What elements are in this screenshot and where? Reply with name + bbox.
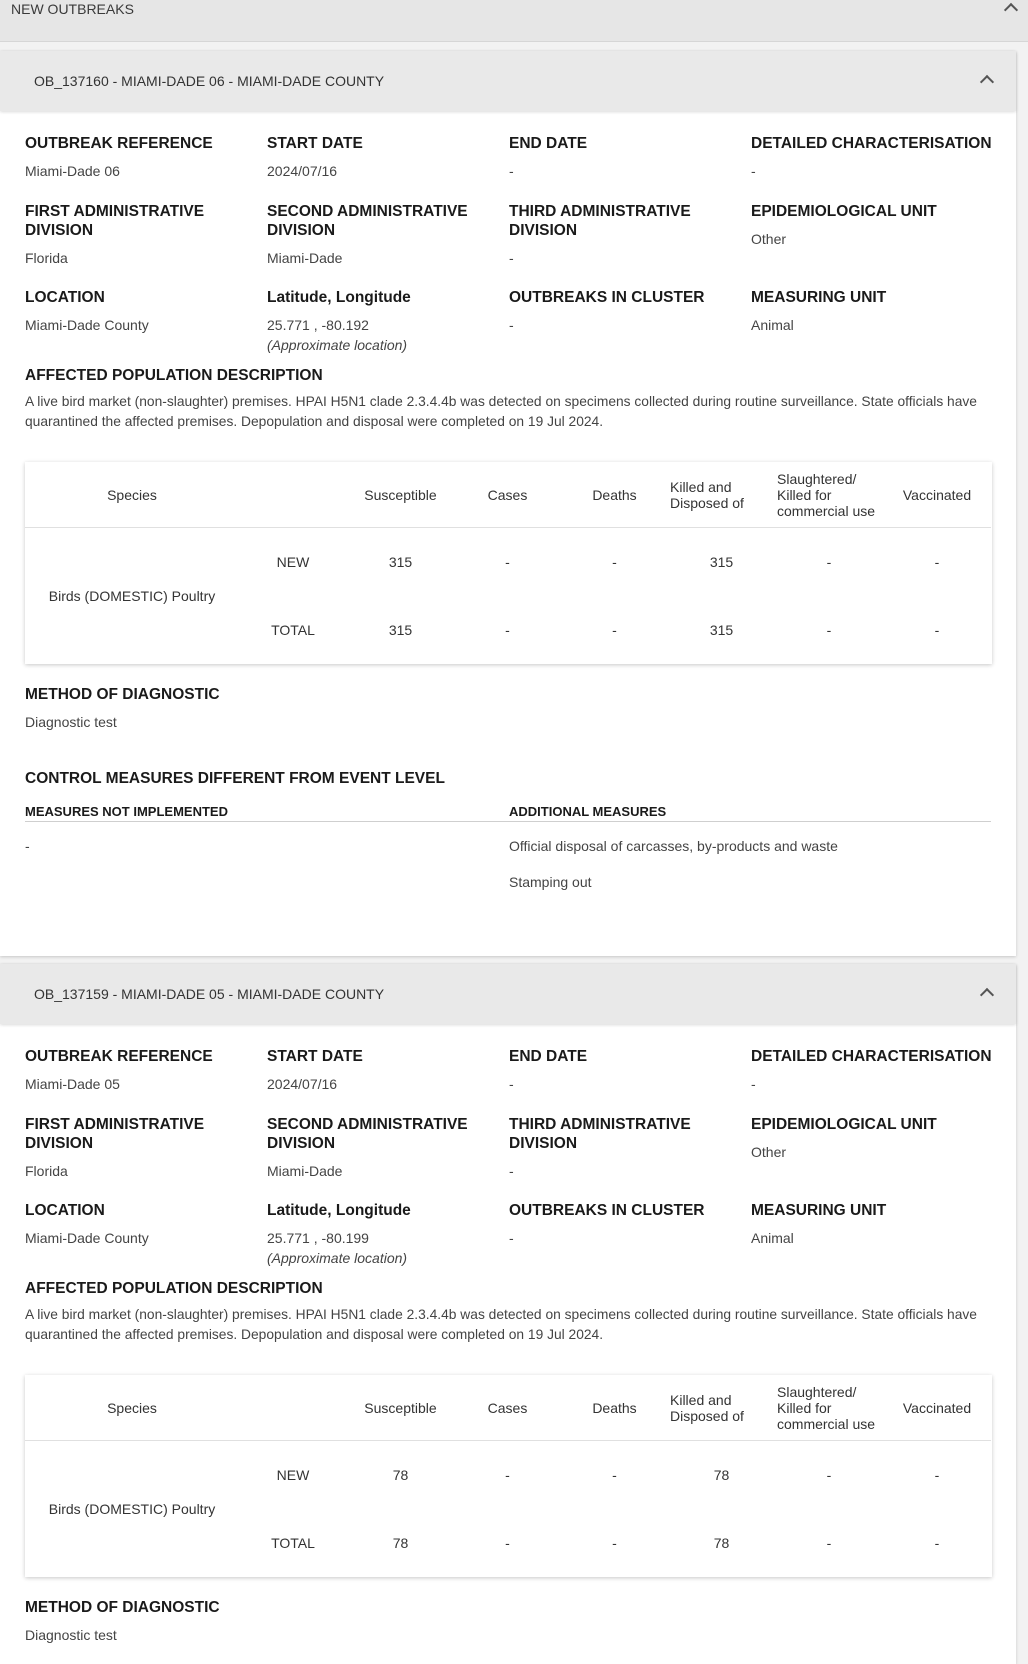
value: Other <box>751 1144 787 1160</box>
col-killed: Killed and Disposed of <box>668 1375 775 1441</box>
species-cell: Birds (DOMESTIC) Poultry <box>48 1501 216 1517</box>
cell-cases: - <box>505 622 510 638</box>
field-start-date <box>267 1047 509 1115</box>
outbreak-header[interactable] <box>0 964 1016 1024</box>
value: Miami-Dade County <box>25 317 149 333</box>
outbreak-card <box>0 964 1016 1664</box>
value: - <box>509 317 514 333</box>
label: DETAILED CHARACTERISATION <box>751 135 992 152</box>
label: OUTBREAK REFERENCE <box>25 135 213 152</box>
label: FIRST ADMINISTRATIVE DIVISION <box>25 203 205 239</box>
value: - <box>509 1230 514 1246</box>
cell-killed: 78 <box>713 1535 730 1551</box>
field-outbreaks-in-cluster <box>509 288 751 366</box>
value: 25.771 , -80.192 <box>267 317 369 333</box>
label: LOCATION <box>25 1202 105 1219</box>
row-label-total: TOTAL <box>271 622 315 638</box>
cell-susceptible: 78 <box>392 1535 409 1551</box>
additional-measures-label: ADDITIONAL MEASURES <box>509 804 991 822</box>
value: 2024/07/16 <box>267 1076 338 1092</box>
value: Animal <box>751 1230 794 1246</box>
field-third-admin <box>509 1115 751 1201</box>
new-outbreaks-header[interactable] <box>0 0 1028 42</box>
value: - <box>509 1163 514 1179</box>
field-epi-unit <box>751 1115 993 1201</box>
label: THIRD ADMINISTRATIVE DIVISION <box>509 1116 691 1152</box>
field-outbreaks-in-cluster <box>509 1201 751 1279</box>
cell-deaths: - <box>612 554 617 570</box>
cell-slaughtered: - <box>826 1467 832 1483</box>
field-second-admin <box>267 1115 509 1201</box>
col-blank <box>239 462 347 528</box>
value: Animal <box>751 317 794 333</box>
field-detailed-characterisation <box>751 1047 993 1115</box>
cell-deaths: - <box>612 622 617 638</box>
col-vaccinated: Vaccinated <box>883 1375 991 1441</box>
cell-killed: 315 <box>709 554 734 570</box>
col-species: Species <box>25 1375 239 1441</box>
affected-population-label: AFFECTED POPULATION DESCRIPTION <box>25 367 323 384</box>
label: END DATE <box>509 1048 588 1065</box>
species-table <box>25 1375 992 1577</box>
field-lat-long <box>267 288 509 366</box>
label: OUTBREAKS IN CLUSTER <box>509 289 705 306</box>
value: Miami-Dade 05 <box>25 1076 120 1092</box>
cell-slaughtered: - <box>826 1535 832 1551</box>
value: - <box>509 163 514 179</box>
control-measures-table <box>25 804 992 892</box>
affected-population-label: AFFECTED POPULATION DESCRIPTION <box>25 1280 323 1297</box>
chevron-up-icon[interactable] <box>980 75 994 89</box>
outbreak-details-grid <box>25 134 992 366</box>
value: Miami-Dade <box>267 1163 343 1179</box>
col-species: Species <box>25 462 239 528</box>
label: SECOND ADMINISTRATIVE DIVISION <box>267 203 468 239</box>
method-value: Diagnostic test <box>25 714 117 730</box>
label: THIRD ADMINISTRATIVE DIVISION <box>509 203 691 239</box>
field-end-date <box>509 1047 751 1115</box>
value: Miami-Dade <box>267 250 343 266</box>
outbreak-details-grid <box>25 1047 992 1279</box>
col-killed: Killed and Disposed of <box>668 462 775 528</box>
measures-not-implemented-column <box>25 804 509 892</box>
label: START DATE <box>267 1048 363 1065</box>
label: EPIDEMIOLOGICAL UNIT <box>751 203 937 220</box>
cell-susceptible: 315 <box>388 622 413 638</box>
cell-susceptible: 78 <box>392 1467 409 1483</box>
value: - <box>509 250 514 266</box>
label: Latitude, Longitude <box>267 1202 411 1219</box>
field-start-date <box>267 134 509 202</box>
col-blank <box>239 1375 347 1441</box>
label: OUTBREAK REFERENCE <box>25 1048 213 1065</box>
label: MEASURING UNIT <box>751 1202 887 1219</box>
label: SECOND ADMINISTRATIVE DIVISION <box>267 1116 468 1152</box>
cell-vaccinated: - <box>934 1535 940 1551</box>
field-first-admin <box>25 202 267 288</box>
col-deaths: Deaths <box>561 1375 668 1441</box>
field-location <box>25 1201 267 1279</box>
field-second-admin <box>267 202 509 288</box>
col-slaughtered: Slaughtered/ Killed for commercial use <box>775 462 883 528</box>
field-measuring-unit <box>751 288 993 366</box>
row-label-new: NEW <box>276 554 310 570</box>
field-measuring-unit <box>751 1201 993 1279</box>
label: END DATE <box>509 135 588 152</box>
cell-slaughtered: - <box>826 622 832 638</box>
row-label-new: NEW <box>276 1467 310 1483</box>
cell-cases: - <box>505 1535 510 1551</box>
value: 2024/07/16 <box>267 163 338 179</box>
measures-not-implemented-label: MEASURES NOT IMPLEMENTED <box>25 804 509 822</box>
value: Other <box>751 231 787 247</box>
affected-population-description: A live bird market (non-slaughter) premises. HPAI H5N1 clade 2.3.4.4b was detected on specimens collected during routine surveillance. State officials have quarantined the affected premises. Depopulation and disposal were completed on 19 Jul 2024. <box>25 394 977 429</box>
field-end-date <box>509 134 751 202</box>
approximate-location-note: (Approximate location) <box>267 337 408 353</box>
cell-susceptible: 315 <box>388 554 413 570</box>
method-label: METHOD OF DIAGNOSTIC <box>25 1599 220 1616</box>
field-outbreak-reference <box>25 134 267 202</box>
col-slaughtered: Slaughtered/ Killed for commercial use <box>775 1375 883 1441</box>
affected-population-description: A live bird market (non-slaughter) premises. HPAI H5N1 clade 2.3.4.4b was detected on specimens collected during routine surveillance. State officials have quarantined the affected premises. Depopulation and disposal were completed on 19 Jul 2024. <box>25 1307 977 1342</box>
label: START DATE <box>267 135 363 152</box>
value: - <box>509 1076 514 1092</box>
section-title: NEW OUTBREAKS <box>11 1 134 17</box>
approximate-location-note: (Approximate location) <box>267 1250 408 1266</box>
cell-killed: 315 <box>709 622 734 638</box>
cell-cases: - <box>505 554 510 570</box>
value: - <box>751 1076 756 1092</box>
label: FIRST ADMINISTRATIVE DIVISION <box>25 1116 205 1152</box>
species-table <box>25 462 992 664</box>
chevron-up-icon[interactable] <box>1004 3 1018 17</box>
cell-cases: - <box>505 1467 510 1483</box>
outbreak-body <box>0 1024 1016 1645</box>
measures-not-implemented-value: - <box>25 838 30 854</box>
outbreak-title: OB_137160 - MIAMI-DADE 06 - MIAMI-DADE COUNTY <box>34 73 385 89</box>
value: - <box>751 163 756 179</box>
col-cases: Cases <box>454 1375 561 1441</box>
table-header-row <box>25 1375 991 1441</box>
cell-vaccinated: - <box>934 1467 940 1483</box>
cell-vaccinated: - <box>934 622 940 638</box>
field-epi-unit <box>751 202 993 288</box>
cell-vaccinated: - <box>934 554 940 570</box>
value: Florida <box>25 1163 68 1179</box>
label: OUTBREAKS IN CLUSTER <box>509 1202 705 1219</box>
field-lat-long <box>267 1201 509 1279</box>
cell-slaughtered: - <box>826 554 832 570</box>
table-row <box>25 528 991 597</box>
chevron-up-icon[interactable] <box>980 988 994 1002</box>
label: EPIDEMIOLOGICAL UNIT <box>751 1116 937 1133</box>
label: LOCATION <box>25 289 105 306</box>
value: Miami-Dade County <box>25 1230 149 1246</box>
outbreak-card <box>0 51 1016 956</box>
value: Florida <box>25 250 68 266</box>
outbreak-header[interactable] <box>0 51 1016 111</box>
outbreak-body <box>0 111 1016 892</box>
label: DETAILED CHARACTERISATION <box>751 1048 992 1065</box>
field-outbreak-reference <box>25 1047 267 1115</box>
label: MEASURING UNIT <box>751 289 887 306</box>
outbreak-title: OB_137159 - MIAMI-DADE 05 - MIAMI-DADE COUNTY <box>34 986 385 1002</box>
field-detailed-characterisation <box>751 134 993 202</box>
method-value: Diagnostic test <box>25 1627 117 1643</box>
cell-deaths: - <box>612 1535 617 1551</box>
cell-killed: 78 <box>713 1467 730 1483</box>
col-deaths: Deaths <box>561 462 668 528</box>
additional-measure-item: Stamping out <box>509 874 592 890</box>
field-location <box>25 288 267 366</box>
additional-measures-column <box>509 804 991 892</box>
cell-deaths: - <box>612 1467 617 1483</box>
label: Latitude, Longitude <box>267 289 411 306</box>
control-measures-label: CONTROL MEASURES DIFFERENT FROM EVENT LEVEL <box>25 770 445 787</box>
additional-measure-item: Official disposal of carcasses, by-products and waste <box>509 838 838 854</box>
col-susceptible: Susceptible <box>347 462 454 528</box>
value: 25.771 , -80.199 <box>267 1230 369 1246</box>
species-cell: Birds (DOMESTIC) Poultry <box>48 588 216 604</box>
col-susceptible: Susceptible <box>347 1375 454 1441</box>
field-first-admin <box>25 1115 267 1201</box>
col-vaccinated: Vaccinated <box>883 462 991 528</box>
table-row <box>25 1441 991 1510</box>
field-third-admin <box>509 202 751 288</box>
row-label-total: TOTAL <box>271 1535 315 1551</box>
col-cases: Cases <box>454 462 561 528</box>
table-header-row <box>25 462 991 528</box>
value: Miami-Dade 06 <box>25 163 120 179</box>
method-label: METHOD OF DIAGNOSTIC <box>25 686 220 703</box>
